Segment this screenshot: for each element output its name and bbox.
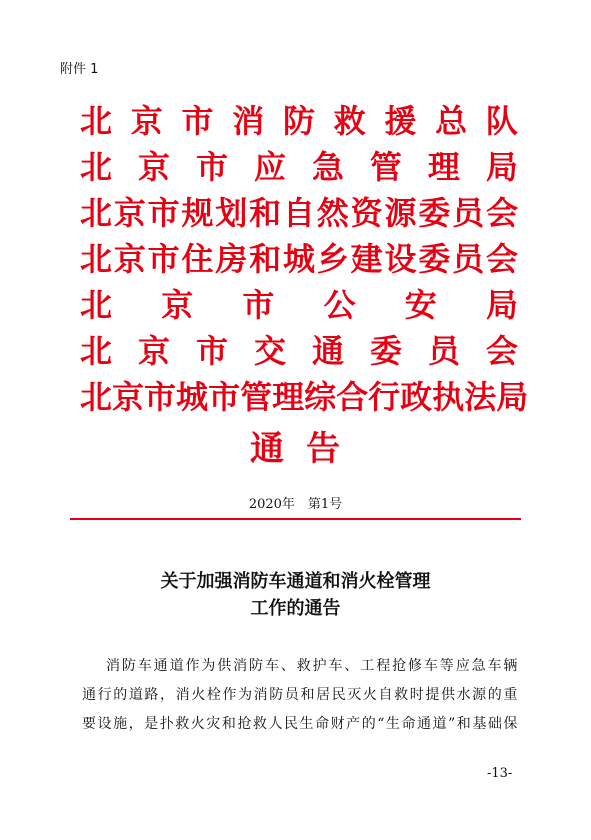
header-char: 市 (181, 102, 214, 140)
header-char: 北 (80, 102, 113, 140)
header-char: 京 (113, 240, 146, 278)
header-char: 局 (485, 286, 518, 324)
body-text-line: 通行的道路，消火栓作为消防员和居民灭火自救时提供水源的重 (82, 687, 518, 703)
header-char: 理 (272, 378, 305, 416)
header-char: 救 (333, 102, 366, 140)
header-char: 城 (282, 240, 315, 278)
header-char: 市 (242, 286, 275, 324)
header-char: 管 (240, 378, 273, 416)
header-char: 设 (384, 240, 417, 278)
header-char: 总 (435, 102, 468, 140)
header-char: 委 (418, 194, 451, 232)
body-text-line: 要设施，是扑救火灾和抢救人民生命财产的“生命通道”和基础保 (82, 716, 518, 732)
header-char: 合 (336, 378, 369, 416)
header-char: 市 (208, 378, 241, 416)
subject-title-line-2: 工作的通告 (250, 598, 341, 619)
header-char: 京 (161, 286, 194, 324)
header-char: 交 (253, 332, 286, 370)
header-char: 员 (452, 194, 485, 232)
header-char: 急 (311, 148, 344, 186)
header-char: 会 (485, 194, 518, 232)
header-char: 建 (350, 240, 383, 278)
issuer-line (80, 103, 518, 139)
header-char: 委 (369, 332, 402, 370)
header-char: 资 (350, 194, 383, 232)
subject-title-line-1: 关于加强消防车通道和消火栓管理 (160, 571, 431, 592)
header-char: 和 (249, 240, 282, 278)
header-char: 法 (464, 378, 497, 416)
header-char: 市 (147, 240, 180, 278)
header-char: 自 (282, 194, 315, 232)
header-char: 然 (316, 194, 349, 232)
header-char: 市 (147, 194, 180, 232)
header-char: 会 (485, 332, 518, 370)
issuer-line (80, 195, 518, 231)
header-char: 京 (137, 148, 170, 186)
header-char: 安 (404, 286, 437, 324)
header-char: 应 (253, 148, 286, 186)
header-char: 乡 (316, 240, 349, 278)
header-char: 京 (137, 332, 170, 370)
header-char: 局 (496, 378, 529, 416)
header-char: 北 (80, 194, 113, 232)
header-char: 北 (80, 148, 113, 186)
issuer-line (80, 149, 518, 185)
header-char: 告 (306, 428, 340, 469)
header-char: 委 (418, 240, 451, 278)
document-number: 2020年 第1号 (248, 497, 343, 512)
header-char: 源 (384, 194, 417, 232)
header-char: 京 (113, 194, 146, 232)
header-char: 防 (282, 102, 315, 140)
header-char: 通 (250, 428, 284, 469)
header-char: 消 (232, 102, 265, 140)
header-char: 和 (249, 194, 282, 232)
header-char: 市 (144, 378, 177, 416)
header-char: 北 (80, 240, 113, 278)
page-number: -13- (487, 766, 513, 781)
header-char: 员 (452, 240, 485, 278)
header-char: 会 (485, 240, 518, 278)
header-char: 队 (485, 102, 518, 140)
header-char: 理 (427, 148, 460, 186)
header-char: 员 (427, 332, 460, 370)
header-char: 北 (80, 378, 113, 416)
header-char: 京 (112, 378, 145, 416)
issuer-line (80, 287, 518, 323)
header-char: 京 (130, 102, 163, 140)
header-char: 公 (323, 286, 356, 324)
header-char: 城 (176, 378, 209, 416)
issuer-line (80, 241, 518, 277)
red-divider-line (70, 518, 521, 520)
header-char: 北 (80, 286, 113, 324)
body-text-line: 消防车通道作为供消防车、救护车、工程抢修车等应急车辆 (106, 658, 518, 674)
header-char: 规 (181, 194, 214, 232)
header-char: 行 (368, 378, 401, 416)
issuer-line (80, 333, 518, 369)
attachment-label: 附件 1 (60, 62, 99, 77)
notice-title (250, 425, 340, 469)
header-char: 划 (215, 194, 248, 232)
header-char: 局 (485, 148, 518, 186)
header-char: 住 (181, 240, 214, 278)
header-char: 管 (369, 148, 402, 186)
header-char: 市 (195, 332, 228, 370)
header-char: 政 (400, 378, 433, 416)
header-char: 综 (304, 378, 337, 416)
issuer-line (80, 378, 529, 416)
header-char: 北 (80, 332, 113, 370)
header-char: 房 (215, 240, 248, 278)
header-char: 通 (311, 332, 344, 370)
header-char: 执 (432, 378, 465, 416)
header-char: 市 (195, 148, 228, 186)
header-char: 援 (384, 102, 417, 140)
